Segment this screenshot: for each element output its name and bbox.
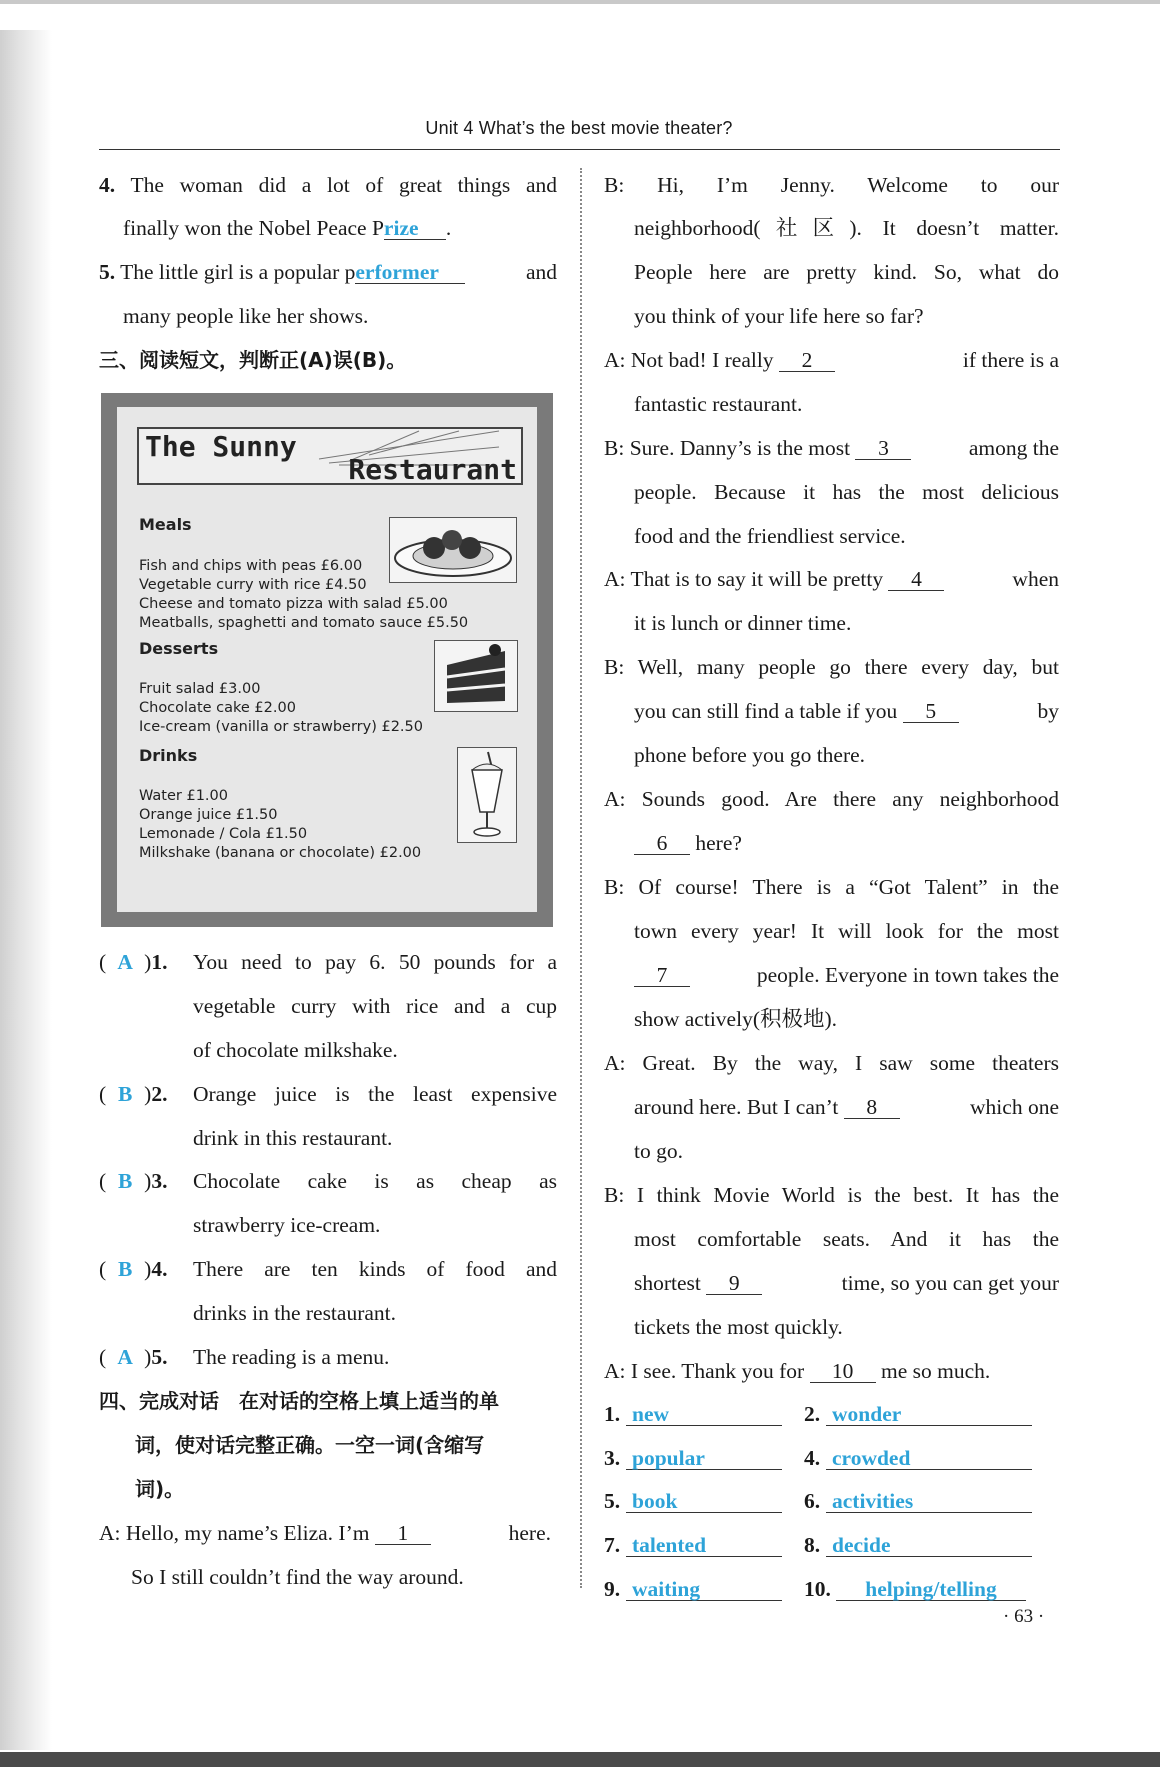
cake-slice-icon	[434, 640, 518, 712]
section4-title: 四、完成对话 在对话的空格上填上适当的单	[99, 1389, 499, 1413]
dialog-b3: B: Sure. Danny’s is the most 3 among the	[604, 436, 1059, 460]
dialog-a8: A: Great. By the way, I saw some theaters	[604, 1051, 1059, 1075]
header-rule	[99, 149, 1060, 150]
dialog-a6-line2: 6 here?	[634, 829, 742, 857]
menu-dessert-item: Chocolate cake £2.00	[139, 700, 296, 716]
answer-row: 7. talented	[604, 1531, 782, 1559]
menu-dessert-item: Fruit salad £3.00	[139, 681, 261, 697]
answer-row: 9. waiting	[604, 1575, 782, 1603]
top-edge	[0, 0, 1160, 4]
menu-drink-item: Lemonade / Cola £1.50	[139, 826, 308, 842]
dialog-b7-line4: show actively(积极地).	[634, 1007, 838, 1031]
dialog-b1-line4: you think of your life here so far?	[634, 304, 924, 328]
page-header: Unit 4 What’s the best movie theater?	[425, 118, 733, 138]
answer-row: 6. activities	[804, 1487, 1032, 1515]
page-spine-shadow	[0, 30, 52, 1750]
menu-drinks-heading: Drinks	[139, 746, 198, 765]
bottom-edge	[0, 1752, 1160, 1767]
answer-row: 10. helping/telling	[804, 1575, 1026, 1603]
section4-title-cont: 词，使对话完整正确。一空一词(含缩写	[135, 1433, 485, 1457]
dialog-b9: B: I think Movie World is the best. It has the	[604, 1183, 1059, 1207]
column-divider	[580, 168, 582, 1588]
blank-8: 8	[844, 1096, 900, 1119]
dialog-b5-line3: phone before you go there.	[634, 743, 866, 767]
answer-row: 3. popular	[604, 1444, 782, 1472]
q5-answer: erformer	[355, 261, 465, 284]
tf-answer: B	[118, 1169, 133, 1193]
menu-dessert-item: Ice-cream (vanilla or strawberry) £2.50	[139, 719, 423, 735]
menu-drink-item: Water £1.00	[139, 788, 228, 804]
q4-line1: 4. The woman did a lot of great things and	[99, 173, 557, 197]
blank-4: 4	[888, 568, 944, 591]
blank-5: 5	[903, 700, 959, 723]
answer-row: 8. decide	[804, 1531, 1032, 1559]
milkshake-glass-icon	[457, 747, 517, 843]
menu-image	[101, 393, 553, 927]
dialog-b3-line3: food and the friendliest service.	[634, 524, 906, 548]
menu-meal-item: Vegetable curry with rice £4.50	[139, 577, 367, 593]
section3-title: 三、阅读短文，判断正(A)误(B)。	[99, 348, 407, 372]
spaghetti-plate-icon	[389, 517, 517, 583]
dialog-a10: A: I see. Thank you for 10 me so much.	[604, 1359, 991, 1383]
dialog-a4-line2: it is lunch or dinner time.	[634, 611, 852, 635]
menu-desserts-heading: Desserts	[139, 639, 219, 658]
dialog-a4: A: That is to say it will be pretty 4 when	[604, 567, 1059, 591]
dialog-b9-line2: most comfortable seats. And it has the	[634, 1227, 1059, 1251]
dialog-b7-line3: 7 people. Everyone in town takes the	[634, 961, 1059, 989]
menu-meal-item: Meatballs, spaghetti and tomato sauce £5.50	[139, 615, 469, 631]
blank-1: 1	[375, 1522, 431, 1545]
answer-row: 2. wonder	[804, 1400, 1032, 1428]
blank-6: 6	[634, 832, 690, 855]
menu-drink-item: Orange juice £1.50	[139, 807, 278, 823]
menu-title-line1: The Sunny	[145, 430, 297, 463]
dialog-a1: A: Hello, my name’s Eliza. I’m 1 here.	[99, 1521, 551, 1545]
dialog-b5: B: Well, many people go there every day, but	[604, 655, 1059, 679]
blank-7: 7	[634, 964, 690, 987]
dialog-a8-line3: to go.	[634, 1139, 683, 1163]
menu-paper	[117, 407, 537, 912]
tf-answer: A	[117, 1345, 133, 1369]
answer-row: 4. crowded	[804, 1444, 1032, 1472]
dialog-b1-line3: People here are pretty kind. So, what do	[634, 260, 1059, 284]
dialog-b7-line2: town every year! It will look for the most	[634, 919, 1059, 943]
q5-line1: 5. The little girl is a popular performer and	[99, 260, 557, 284]
tf-answer: B	[118, 1257, 133, 1281]
dialog-b9-line3: shortest 9 time, so you can get your	[634, 1271, 1059, 1295]
dialog-a6: A: Sounds good. Are there any neighborhood	[604, 787, 1059, 811]
q4-line2: finally won the Nobel Peace Prize .	[123, 216, 452, 240]
menu-meal-item: Cheese and tomato pizza with salad £5.00	[139, 596, 448, 612]
dialog-a2: A: Not bad! I really 2 if there is a	[604, 348, 1059, 372]
answer-row: 5. book	[604, 1487, 782, 1515]
page-number: · 63 ·	[1003, 1606, 1045, 1627]
blank-10: 10	[810, 1360, 876, 1383]
tf-answer: B	[118, 1082, 133, 1106]
blank-3: 3	[855, 437, 911, 460]
dialog-a8-line2: around here. But I can’t 8 which one	[634, 1095, 1059, 1119]
dialog-b1: B: Hi, I’m Jenny. Welcome to our	[604, 173, 1059, 197]
q5-line2: many people like her shows.	[123, 304, 369, 328]
q4-answer: rize	[384, 217, 446, 240]
dialog-b9-line4: tickets the most quickly.	[634, 1315, 843, 1339]
blank-2: 2	[779, 349, 835, 372]
menu-title-box	[137, 427, 523, 485]
dialog-a2-line2: fantastic restaurant.	[634, 392, 803, 416]
dialog-b7: B: Of course! There is a “Got Talent” in the	[604, 875, 1059, 899]
menu-meals-heading: Meals	[139, 515, 192, 534]
tf-answer: A	[117, 950, 133, 974]
section4-title-end: 词)。	[135, 1477, 185, 1501]
menu-drink-item: Milkshake (banana or chocolate) £2.00	[139, 845, 422, 861]
answer-row: 1. new	[604, 1400, 782, 1428]
dialog-b5-line2: you can still find a table if you 5 by	[634, 699, 1059, 723]
blank-9: 9	[706, 1272, 762, 1295]
dialog-a1-line2: So I still couldn’t find the way around.	[131, 1565, 464, 1589]
dialog-b3-line2: people. Because it has the most delicious	[634, 480, 1059, 504]
menu-meal-item: Fish and chips with peas £6.00	[139, 558, 363, 574]
dialog-b1-line2: neighborhood(社区). It doesn’t matter.	[634, 216, 1059, 240]
menu-title-line2: Restaurant	[348, 453, 517, 486]
